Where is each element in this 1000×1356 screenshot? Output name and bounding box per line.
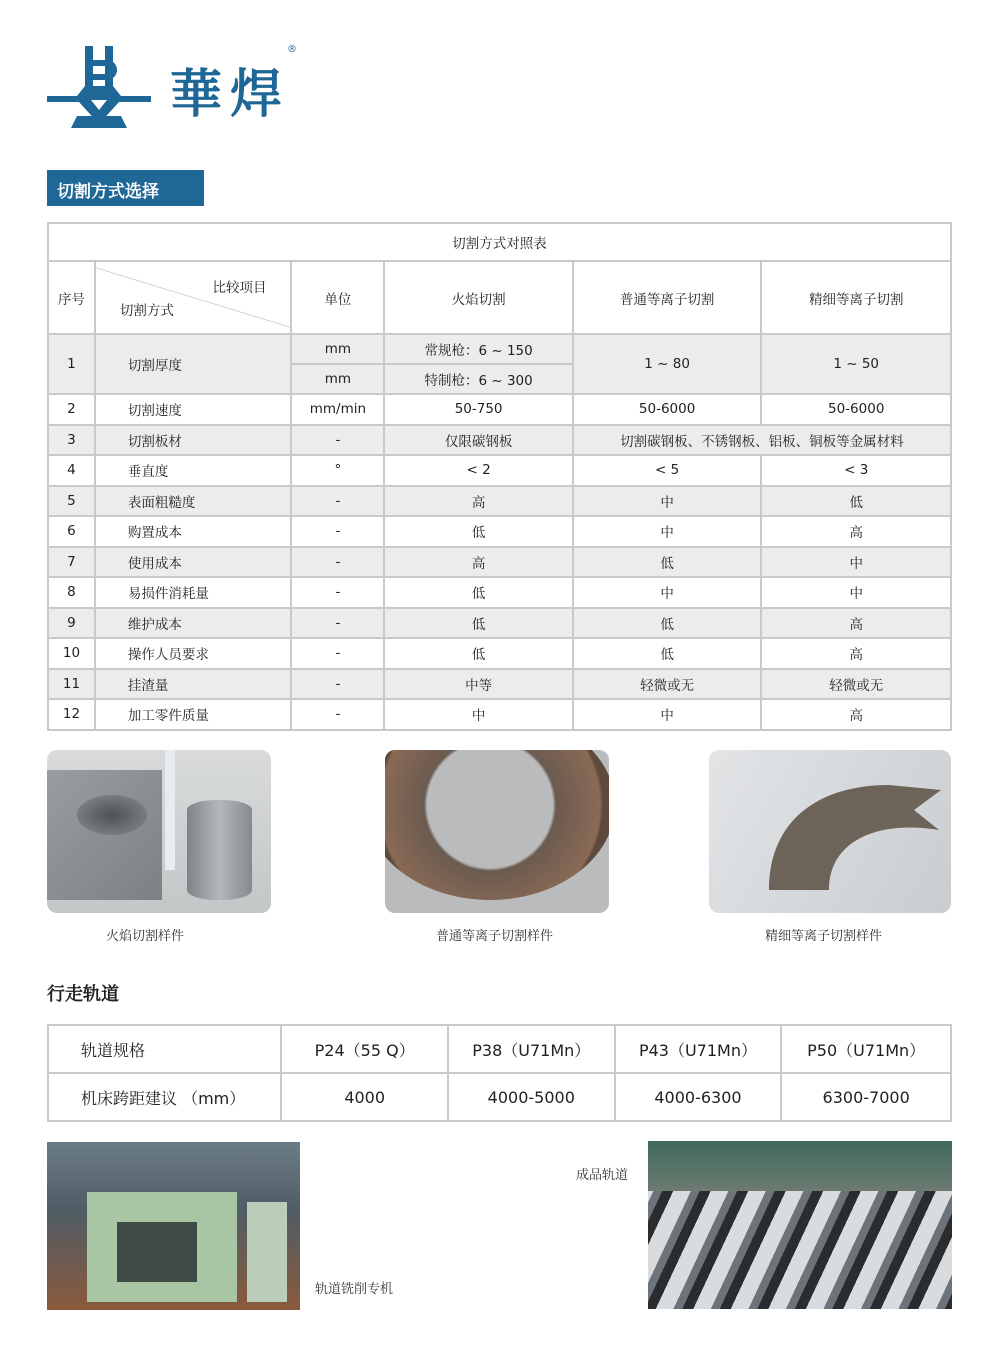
cell-plasma: 中 <box>573 699 762 730</box>
section-title-cutting: 切割方式选择 <box>47 170 204 206</box>
cell-plasma: < 5 <box>573 455 762 486</box>
cell-plasma-fine: 切割碳钢板、不锈钢板、铝板、铜板等金属材料 <box>573 425 951 456</box>
cell-plasma: 低 <box>573 638 762 669</box>
cell-fine: 高 <box>761 638 951 669</box>
table-row <box>48 699 951 730</box>
rail-spec-table <box>47 1024 952 1122</box>
cell-item: 操作人员要求 <box>95 638 292 669</box>
rail-cell: P50（U71Mn） <box>781 1025 951 1073</box>
table-row <box>48 577 951 608</box>
header-fine-plasma: 精细等离子切割 <box>761 261 951 334</box>
cell-plasma: 轻微或无 <box>573 669 762 700</box>
table-row <box>48 608 951 639</box>
header-flame: 火焰切割 <box>384 261 573 334</box>
cell-unit: - <box>291 638 384 669</box>
rail-cell: 4000-5000 <box>448 1073 615 1121</box>
table-row <box>48 455 951 486</box>
rail-label-span: 机床跨距建议 （mm） <box>48 1073 281 1121</box>
fine-plasma-sample-photo <box>709 750 951 913</box>
cell-flame: 中等 <box>384 669 573 700</box>
brand-logo <box>47 46 151 130</box>
cell-item: 挂渣量 <box>95 669 292 700</box>
cell-plasma: 低 <box>573 547 762 578</box>
cell-fine: 高 <box>761 699 951 730</box>
rail-cell: 4000 <box>281 1073 447 1121</box>
cell-no: 7 <box>48 547 95 578</box>
cell-plasma: 中 <box>573 577 762 608</box>
cell-unit: mm <box>291 334 384 364</box>
cell-unit: - <box>291 699 384 730</box>
cell-fine: 高 <box>761 608 951 639</box>
cell-flame: 特制枪：6 ~ 300 <box>384 364 573 394</box>
cell-item: 切割板材 <box>95 425 292 456</box>
cell-no: 2 <box>48 394 95 425</box>
rail-spec-row <box>48 1025 951 1073</box>
cell-unit: - <box>291 577 384 608</box>
cell-no: 11 <box>48 669 95 700</box>
rail-cell: P38（U71Mn） <box>448 1025 615 1073</box>
plasma-sample-photo <box>385 750 609 913</box>
cell-no: 5 <box>48 486 95 517</box>
cell-no: 9 <box>48 608 95 639</box>
cell-no: 8 <box>48 577 95 608</box>
cell-item: 加工零件质量 <box>95 699 292 730</box>
cell-no: 4 <box>48 455 95 486</box>
cell-item: 切割厚度 <box>95 334 292 394</box>
cell-plasma: 50-6000 <box>573 394 762 425</box>
cell-fine: 中 <box>761 547 951 578</box>
cell-no: 3 <box>48 425 95 456</box>
cell-item: 表面粗糙度 <box>95 486 292 517</box>
cell-item: 切割速度 <box>95 394 292 425</box>
milling-caption: 轨道铣削专机 <box>315 1282 394 1297</box>
cell-no: 12 <box>48 699 95 730</box>
cell-no: 1 <box>48 334 95 394</box>
registered-mark: ® <box>287 44 297 55</box>
table-title: 切割方式对照表 <box>48 223 951 261</box>
header-cut-method: 切割方式 <box>119 303 174 319</box>
cell-fine: 中 <box>761 577 951 608</box>
section-title-rail: 行走轨道 <box>47 984 119 1005</box>
cell-flame: < 2 <box>384 455 573 486</box>
cell-plasma: 中 <box>573 516 762 547</box>
table-row <box>48 547 951 578</box>
cell-flame: 低 <box>384 638 573 669</box>
rail-cell: 4000-6300 <box>615 1073 782 1121</box>
rail-span-row <box>48 1073 951 1121</box>
cell-fine: < 3 <box>761 455 951 486</box>
rail-milling-photo <box>47 1142 300 1310</box>
cell-fine: 50-6000 <box>761 394 951 425</box>
table-row <box>48 638 951 669</box>
cell-unit: mm/min <box>291 394 384 425</box>
cutting-comparison-table <box>47 222 952 731</box>
header-plasma: 普通等离子切割 <box>573 261 762 334</box>
cell-unit: - <box>291 425 384 456</box>
table-row <box>48 425 951 456</box>
cell-flame: 常规枪：6 ~ 150 <box>384 334 573 364</box>
rail-cell: 6300-7000 <box>781 1073 951 1121</box>
flame-sample-photo <box>47 750 271 913</box>
table-row <box>48 669 951 700</box>
cell-item: 垂直度 <box>95 455 292 486</box>
plasma-sample-caption: 普通等离子切割样件 <box>436 929 554 944</box>
cell-unit: ° <box>291 455 384 486</box>
rail-label-spec: 轨道规格 <box>48 1025 281 1073</box>
cell-plasma: 1 ~ 80 <box>573 334 762 394</box>
brand-name: 華焊 <box>170 64 291 125</box>
rail-cell: P24（55 Q） <box>281 1025 447 1073</box>
cell-item: 使用成本 <box>95 547 292 578</box>
cell-flame: 仅限碳钢板 <box>384 425 573 456</box>
table-row <box>48 394 951 425</box>
fine-plasma-sample-caption: 精细等离子切割样件 <box>765 929 883 944</box>
rail-cell: P43（U71Mn） <box>615 1025 782 1073</box>
header-unit: 单位 <box>291 261 384 334</box>
table-row <box>48 486 951 517</box>
cell-unit: - <box>291 669 384 700</box>
header-no: 序号 <box>48 261 95 334</box>
cell-unit: - <box>291 486 384 517</box>
cell-plasma: 中 <box>573 486 762 517</box>
cell-flame: 高 <box>384 486 573 517</box>
table-row <box>48 516 951 547</box>
table-row <box>48 334 951 364</box>
finished-rail-photo <box>648 1141 952 1309</box>
cell-fine: 高 <box>761 516 951 547</box>
cell-no: 6 <box>48 516 95 547</box>
cell-flame: 低 <box>384 608 573 639</box>
finished-rail-caption: 成品轨道 <box>576 1168 629 1183</box>
cell-item: 易损件消耗量 <box>95 577 292 608</box>
cell-flame: 低 <box>384 516 573 547</box>
cell-fine: 1 ~ 50 <box>761 334 951 394</box>
cell-unit: - <box>291 516 384 547</box>
header-diagonal <box>95 261 292 334</box>
cell-fine: 低 <box>761 486 951 517</box>
cell-item: 维护成本 <box>95 608 292 639</box>
cell-flame: 高 <box>384 547 573 578</box>
cell-unit: mm <box>291 364 384 394</box>
cell-unit: - <box>291 608 384 639</box>
flame-sample-caption: 火焰切割样件 <box>106 929 185 944</box>
cell-plasma: 低 <box>573 608 762 639</box>
cell-flame: 50-750 <box>384 394 573 425</box>
cell-flame: 中 <box>384 699 573 730</box>
cell-item: 购置成本 <box>95 516 292 547</box>
cell-fine: 轻微或无 <box>761 669 951 700</box>
cell-unit: - <box>291 547 384 578</box>
cell-flame: 低 <box>384 577 573 608</box>
cell-no: 10 <box>48 638 95 669</box>
header-compare-item: 比较项目 <box>212 280 267 296</box>
